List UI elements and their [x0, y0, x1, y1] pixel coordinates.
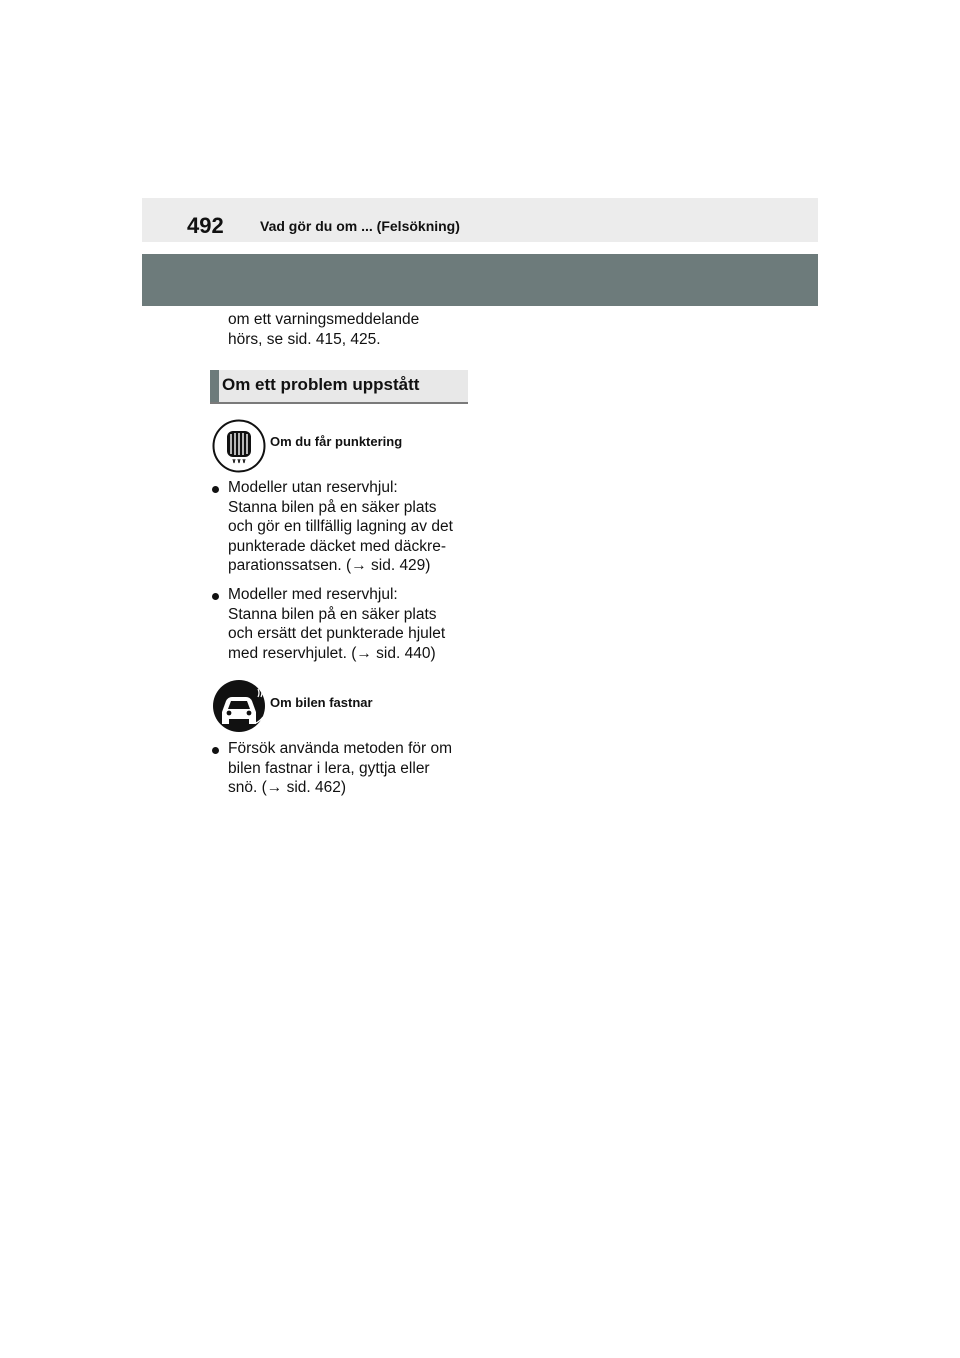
list-item-line: bilen fastnar i lera, gyttja eller	[228, 759, 430, 777]
intro-paragraph	[228, 310, 478, 349]
page-number: 492	[187, 213, 224, 238]
list-item	[228, 739, 478, 798]
flat-tire-icon	[212, 419, 266, 473]
list-item-line: Modeller utan reservhjul:	[228, 479, 398, 496]
section-band	[142, 254, 818, 306]
list-item-line: Stanna bilen på en säker plats	[228, 498, 437, 516]
puncture-label: Om du får punktering	[270, 434, 403, 449]
chapter-title: Vad gör du om ... (Felsökning)	[260, 218, 460, 234]
list-item-line: och ersätt det punkterade hjulet	[228, 625, 446, 642]
bullet-icon	[212, 486, 219, 493]
stuck-car-icon	[212, 679, 266, 733]
list-item-line: Försök använda metoden för om	[228, 740, 453, 757]
intro-line: om ett varningsmeddelande	[228, 311, 420, 328]
list-item	[228, 585, 478, 663]
intro-line: hörs, se sid. 415, 425.	[228, 330, 381, 348]
section-heading	[210, 370, 468, 404]
bullet-icon	[212, 747, 219, 754]
list-item-line: snö. (→ sid. 462)	[228, 779, 347, 796]
list-item	[228, 478, 478, 576]
list-item-line: Modeller med reservhjul:	[228, 586, 398, 603]
list-item-line: parationssatsen. (→ sid. 429)	[228, 557, 431, 574]
list-item-line: punkterade däcket med däckre-	[228, 537, 446, 555]
heading-accent	[210, 370, 219, 402]
list-item-line: Stanna bilen på en säker plats	[228, 605, 437, 623]
section-heading-text: Om ett problem uppstått	[222, 375, 420, 394]
bullet-icon	[212, 593, 219, 600]
stuck-label: Om bilen fastnar	[270, 695, 373, 710]
list-item-line: och gör en tillfällig lagning av det	[228, 518, 453, 535]
header-bar	[142, 198, 818, 242]
list-item-line: med reservhjulet. (→ sid. 440)	[228, 644, 436, 662]
